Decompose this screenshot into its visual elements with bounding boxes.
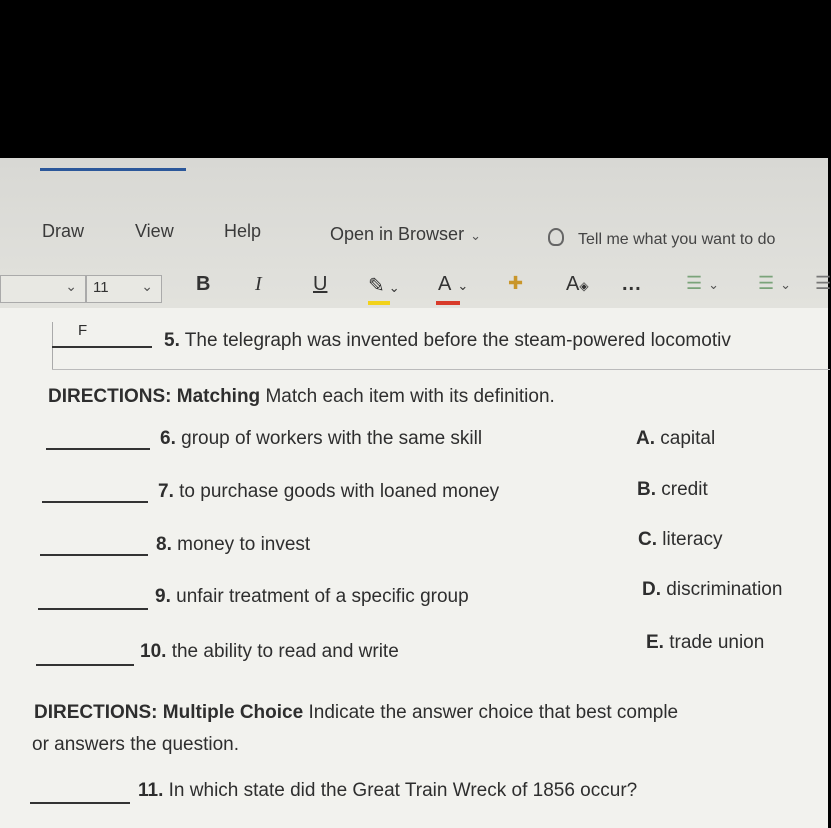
clear-formatting-icon[interactable]: A◈ (566, 273, 589, 295)
directions-heading: DIRECTIONS: Multiple Choice (34, 702, 304, 723)
question-5 (164, 330, 731, 352)
item-number: 8. (156, 534, 172, 555)
option-text: literacy (662, 529, 723, 550)
answer-blank-5 (52, 346, 152, 348)
answer-blank-9[interactable] (38, 608, 148, 610)
directions-text: Match each item with its definition. (265, 386, 555, 407)
answer-5[interactable]: F (78, 322, 88, 339)
directions-text: Indicate the answer choice that best comple (308, 702, 679, 723)
highlight-color-bar (368, 301, 390, 305)
answer-blank-7[interactable] (42, 501, 148, 503)
tell-me-label: Tell me what you want to do (578, 231, 776, 248)
underline-button[interactable]: U (313, 273, 328, 295)
option-letter: A. (636, 428, 655, 449)
matching-item-7 (158, 481, 499, 503)
item-number: 9. (155, 586, 171, 607)
option-text: discrimination (666, 579, 783, 600)
question-number: 11. (138, 780, 164, 801)
matching-item-9 (155, 586, 469, 608)
format-painter-icon[interactable]: ✚ (508, 273, 524, 293)
matching-item-10 (140, 641, 399, 663)
option-b (637, 479, 708, 501)
chevron-down-icon: ⌄ (457, 278, 469, 293)
answer-blank-8[interactable] (40, 554, 148, 556)
menu-view[interactable]: View (135, 221, 174, 241)
multiple-choice-directions (34, 702, 678, 724)
item-text: to purchase goods with loaned money (179, 481, 500, 502)
numbered-list-icon: ☰ (758, 273, 775, 293)
chevron-down-icon: ⌄ (470, 228, 481, 243)
multiple-choice-directions-line2: or answers the question. (32, 734, 240, 755)
menu-draw[interactable]: Draw (42, 221, 85, 241)
document-page (0, 308, 828, 828)
font-color-bar (436, 301, 460, 305)
font-color-button[interactable] (438, 273, 468, 296)
matching-item-8 (156, 534, 310, 556)
item-text: group of workers with the same skill (181, 428, 483, 449)
answer-blank-10[interactable] (36, 664, 134, 666)
option-text: credit (661, 479, 708, 500)
option-a (636, 428, 715, 450)
matching-directions (48, 386, 555, 408)
chevron-down-icon: ⌄ (141, 278, 153, 294)
bold-button[interactable]: B (196, 273, 211, 295)
font-name-dropdown[interactable] (0, 275, 86, 303)
menu-help[interactable]: Help (224, 221, 262, 241)
question-11 (138, 780, 637, 802)
option-letter: B. (637, 479, 656, 500)
matching-item-6 (160, 428, 482, 450)
option-text: trade union (669, 632, 765, 653)
item-text: the ability to read and write (171, 641, 399, 662)
lightbulb-icon (548, 228, 564, 246)
bullets-button[interactable] (686, 273, 719, 294)
item-number: 10. (140, 641, 167, 662)
item-text: money to invest (177, 534, 311, 555)
chevron-down-icon: ⌄ (708, 277, 720, 292)
dark-background (0, 0, 828, 158)
option-d (642, 579, 782, 601)
chevron-down-icon: ⌄ (65, 278, 77, 294)
menu-open-in-browser[interactable] (330, 224, 481, 245)
bullet-list-icon: ☰ (686, 273, 703, 293)
more-options-button[interactable]: ... (622, 273, 642, 295)
question-text: In which state did the Great Train Wreck of 1856 occur? (168, 780, 638, 801)
answer-blank-11[interactable] (30, 802, 130, 804)
font-size-dropdown[interactable] (86, 275, 162, 303)
option-e (646, 632, 764, 654)
item-number: 7. (158, 481, 174, 502)
table-border (52, 369, 830, 370)
font-color-letter: A (438, 273, 452, 295)
open-in-browser-label: Open in Browser (330, 224, 465, 244)
item-number: 6. (160, 428, 176, 449)
chevron-down-icon: ⌄ (780, 277, 792, 292)
option-letter: C. (638, 529, 657, 550)
highlight-button[interactable] (368, 273, 400, 298)
option-text: capital (660, 428, 716, 449)
answer-blank-6[interactable] (46, 448, 150, 450)
chevron-down-icon: ⌄ (388, 280, 400, 295)
directions-heading: DIRECTIONS: Matching (48, 386, 261, 407)
item-text: unfair treatment of a specific group (176, 586, 469, 607)
question-text: The telegraph was invented before the steam-powered locomotiv (184, 330, 731, 351)
numbering-button[interactable] (758, 273, 791, 294)
option-c (638, 529, 722, 551)
font-size-value: 11 (93, 279, 109, 296)
formatting-toolbar (0, 265, 831, 307)
active-tab-indicator (40, 168, 186, 171)
tell-me-search[interactable] (548, 228, 775, 249)
option-letter: E. (646, 632, 664, 653)
question-number: 5. (164, 330, 180, 351)
highlighter-icon: ✎ (368, 275, 385, 297)
option-letter: D. (642, 579, 661, 600)
indent-icon[interactable]: ☰ (815, 273, 831, 293)
italic-button[interactable]: I (255, 273, 262, 295)
